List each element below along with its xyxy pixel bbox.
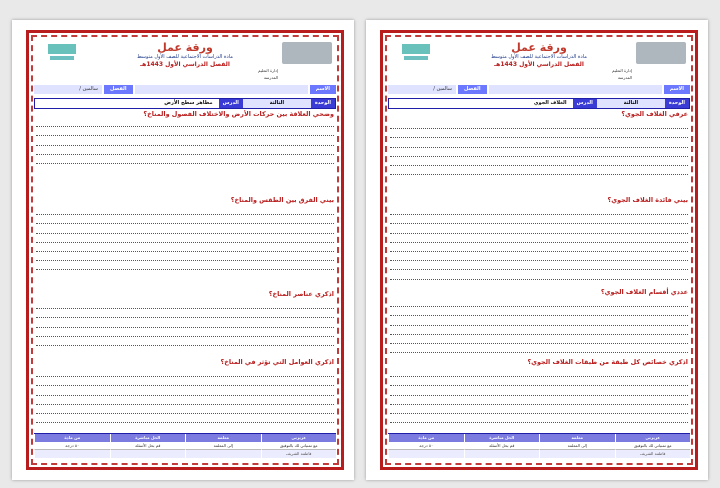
footer-head-4: من مادة — [34, 434, 110, 442]
name-field[interactable] — [489, 85, 662, 94]
worksheet-term: الفصل الدراسي الأول 1443هـ — [494, 61, 584, 68]
vision-logo — [398, 42, 434, 64]
question-1: عرفي الغلاف الجوي؟ — [621, 110, 688, 118]
footer-cell: إلى المعلمة — [539, 442, 615, 450]
unit-value: الثالثة — [597, 99, 665, 108]
vision-logo — [44, 42, 80, 64]
unit-row — [34, 98, 336, 109]
school-label: المدرسة — [617, 75, 632, 80]
worksheet-term: الفصل الدراسي الأول 1443هـ — [140, 61, 230, 68]
answer-lines-2[interactable] — [390, 206, 688, 280]
worksheet-header — [388, 38, 690, 84]
footer-head-4: من مادة — [388, 434, 464, 442]
question-4: اذكري خصائص كل طبقة من طبقات الغلاف الجوي؟ — [527, 358, 688, 366]
answer-lines-4[interactable] — [36, 368, 334, 423]
class-label: الفصل — [458, 85, 487, 94]
name-field[interactable] — [135, 85, 308, 94]
worksheet-page-1 — [12, 20, 354, 480]
worksheet-header — [34, 38, 336, 84]
answer-lines-3[interactable] — [36, 300, 334, 346]
lesson-label: الدرس — [219, 99, 243, 108]
unit-row — [388, 98, 690, 109]
footer-cell — [185, 450, 261, 458]
footer-head-1: عزيزتي — [261, 434, 337, 442]
answer-lines-4[interactable] — [390, 368, 688, 423]
footer-cell — [110, 450, 186, 458]
footer-cell: ٥٠ درجة — [34, 442, 110, 450]
question-2: بيني الفرق بين الطقس والمناخ؟ — [230, 196, 334, 204]
worksheet-footer — [388, 433, 690, 462]
footer-cell: قم بحل الأسئلة — [464, 442, 540, 450]
teacher-name: فاطمة الشريف — [615, 450, 691, 458]
ministry-logo — [282, 42, 332, 64]
unit-label: الوحدة — [665, 99, 689, 108]
unit-label: الوحدة — [311, 99, 335, 108]
admin-label: إدارة التعليم — [258, 68, 278, 73]
footer-cell: إلى المعلمة — [185, 442, 261, 450]
footer-head-3: الحل مباشرة — [110, 434, 186, 442]
lesson-label: الدرس — [573, 99, 597, 108]
footer-cell: مع تمنياتي لك بالتوفيق — [615, 442, 691, 450]
answer-lines-1[interactable] — [36, 118, 334, 164]
question-3: اذكري عناصر المناخ؟ — [268, 290, 334, 298]
unit-value: الثالثة — [243, 99, 311, 108]
class-label: الفصل — [104, 85, 133, 94]
worksheet-footer — [34, 433, 336, 462]
lesson-value: الغلاف الجوي — [533, 100, 567, 106]
worksheet-page-2 — [366, 20, 708, 480]
name-label: الاسم — [310, 85, 336, 94]
question-3: عددي أقسام الغلاف الجوي؟ — [600, 288, 688, 296]
footer-cell: قم بحل الأسئلة — [110, 442, 186, 450]
teacher-name: فاطمة الشريف — [261, 450, 337, 458]
ministry-logo — [636, 42, 686, 64]
answer-lines-3[interactable] — [390, 298, 688, 353]
worksheet-subtitle: مادة الدراسات الاجتماعية للصف الأول متوسط — [137, 54, 233, 60]
footer-cell: مع تمنياتي لك بالتوفيق — [261, 442, 337, 450]
grade-field[interactable]: سالمين / — [34, 85, 102, 94]
lesson-value: مظاهر سطح الأرض — [164, 100, 213, 106]
school-label: المدرسة — [263, 75, 278, 80]
question-4: اذكري العوامل التي تؤثر في المناخ؟ — [220, 358, 334, 366]
name-row — [388, 84, 690, 94]
worksheet-title: ورقة عمل مادة الدراسات الاجتماعية للصف الأول متوسط الفصل الدراسي الأول 1443هـ — [94, 42, 276, 69]
footer-head-3: الحل مباشرة — [464, 434, 540, 442]
answer-lines-1[interactable] — [390, 120, 688, 175]
question-1: وضحي العلاقة بين حركات الأرض والاختلاف الفصول والمناخ؟ — [143, 110, 334, 118]
question-2: بيني فائدة الغلاف الجوي؟ — [607, 196, 688, 204]
grade-field[interactable]: سالمين / — [388, 85, 456, 94]
footer-head-2: معلمة — [185, 434, 261, 442]
footer-cell — [539, 450, 615, 458]
name-label: الاسم — [664, 85, 690, 94]
name-row — [34, 84, 336, 94]
footer-cell: ٥٠ درجة — [388, 442, 464, 450]
footer-cell — [464, 450, 540, 458]
footer-head-1: عزيزتي — [615, 434, 691, 442]
footer-cell — [388, 450, 464, 458]
worksheet-title: ورقة عمل مادة الدراسات الاجتماعية للصف الأول متوسط الفصل الدراسي الأول 1443هـ — [448, 42, 630, 69]
footer-head-2: معلمة — [539, 434, 615, 442]
answer-lines-2[interactable] — [36, 206, 334, 270]
footer-cell — [34, 450, 110, 458]
admin-label: إدارة التعليم — [612, 68, 632, 73]
worksheet-subtitle: مادة الدراسات الاجتماعية للصف الأول متوسط — [491, 54, 587, 60]
